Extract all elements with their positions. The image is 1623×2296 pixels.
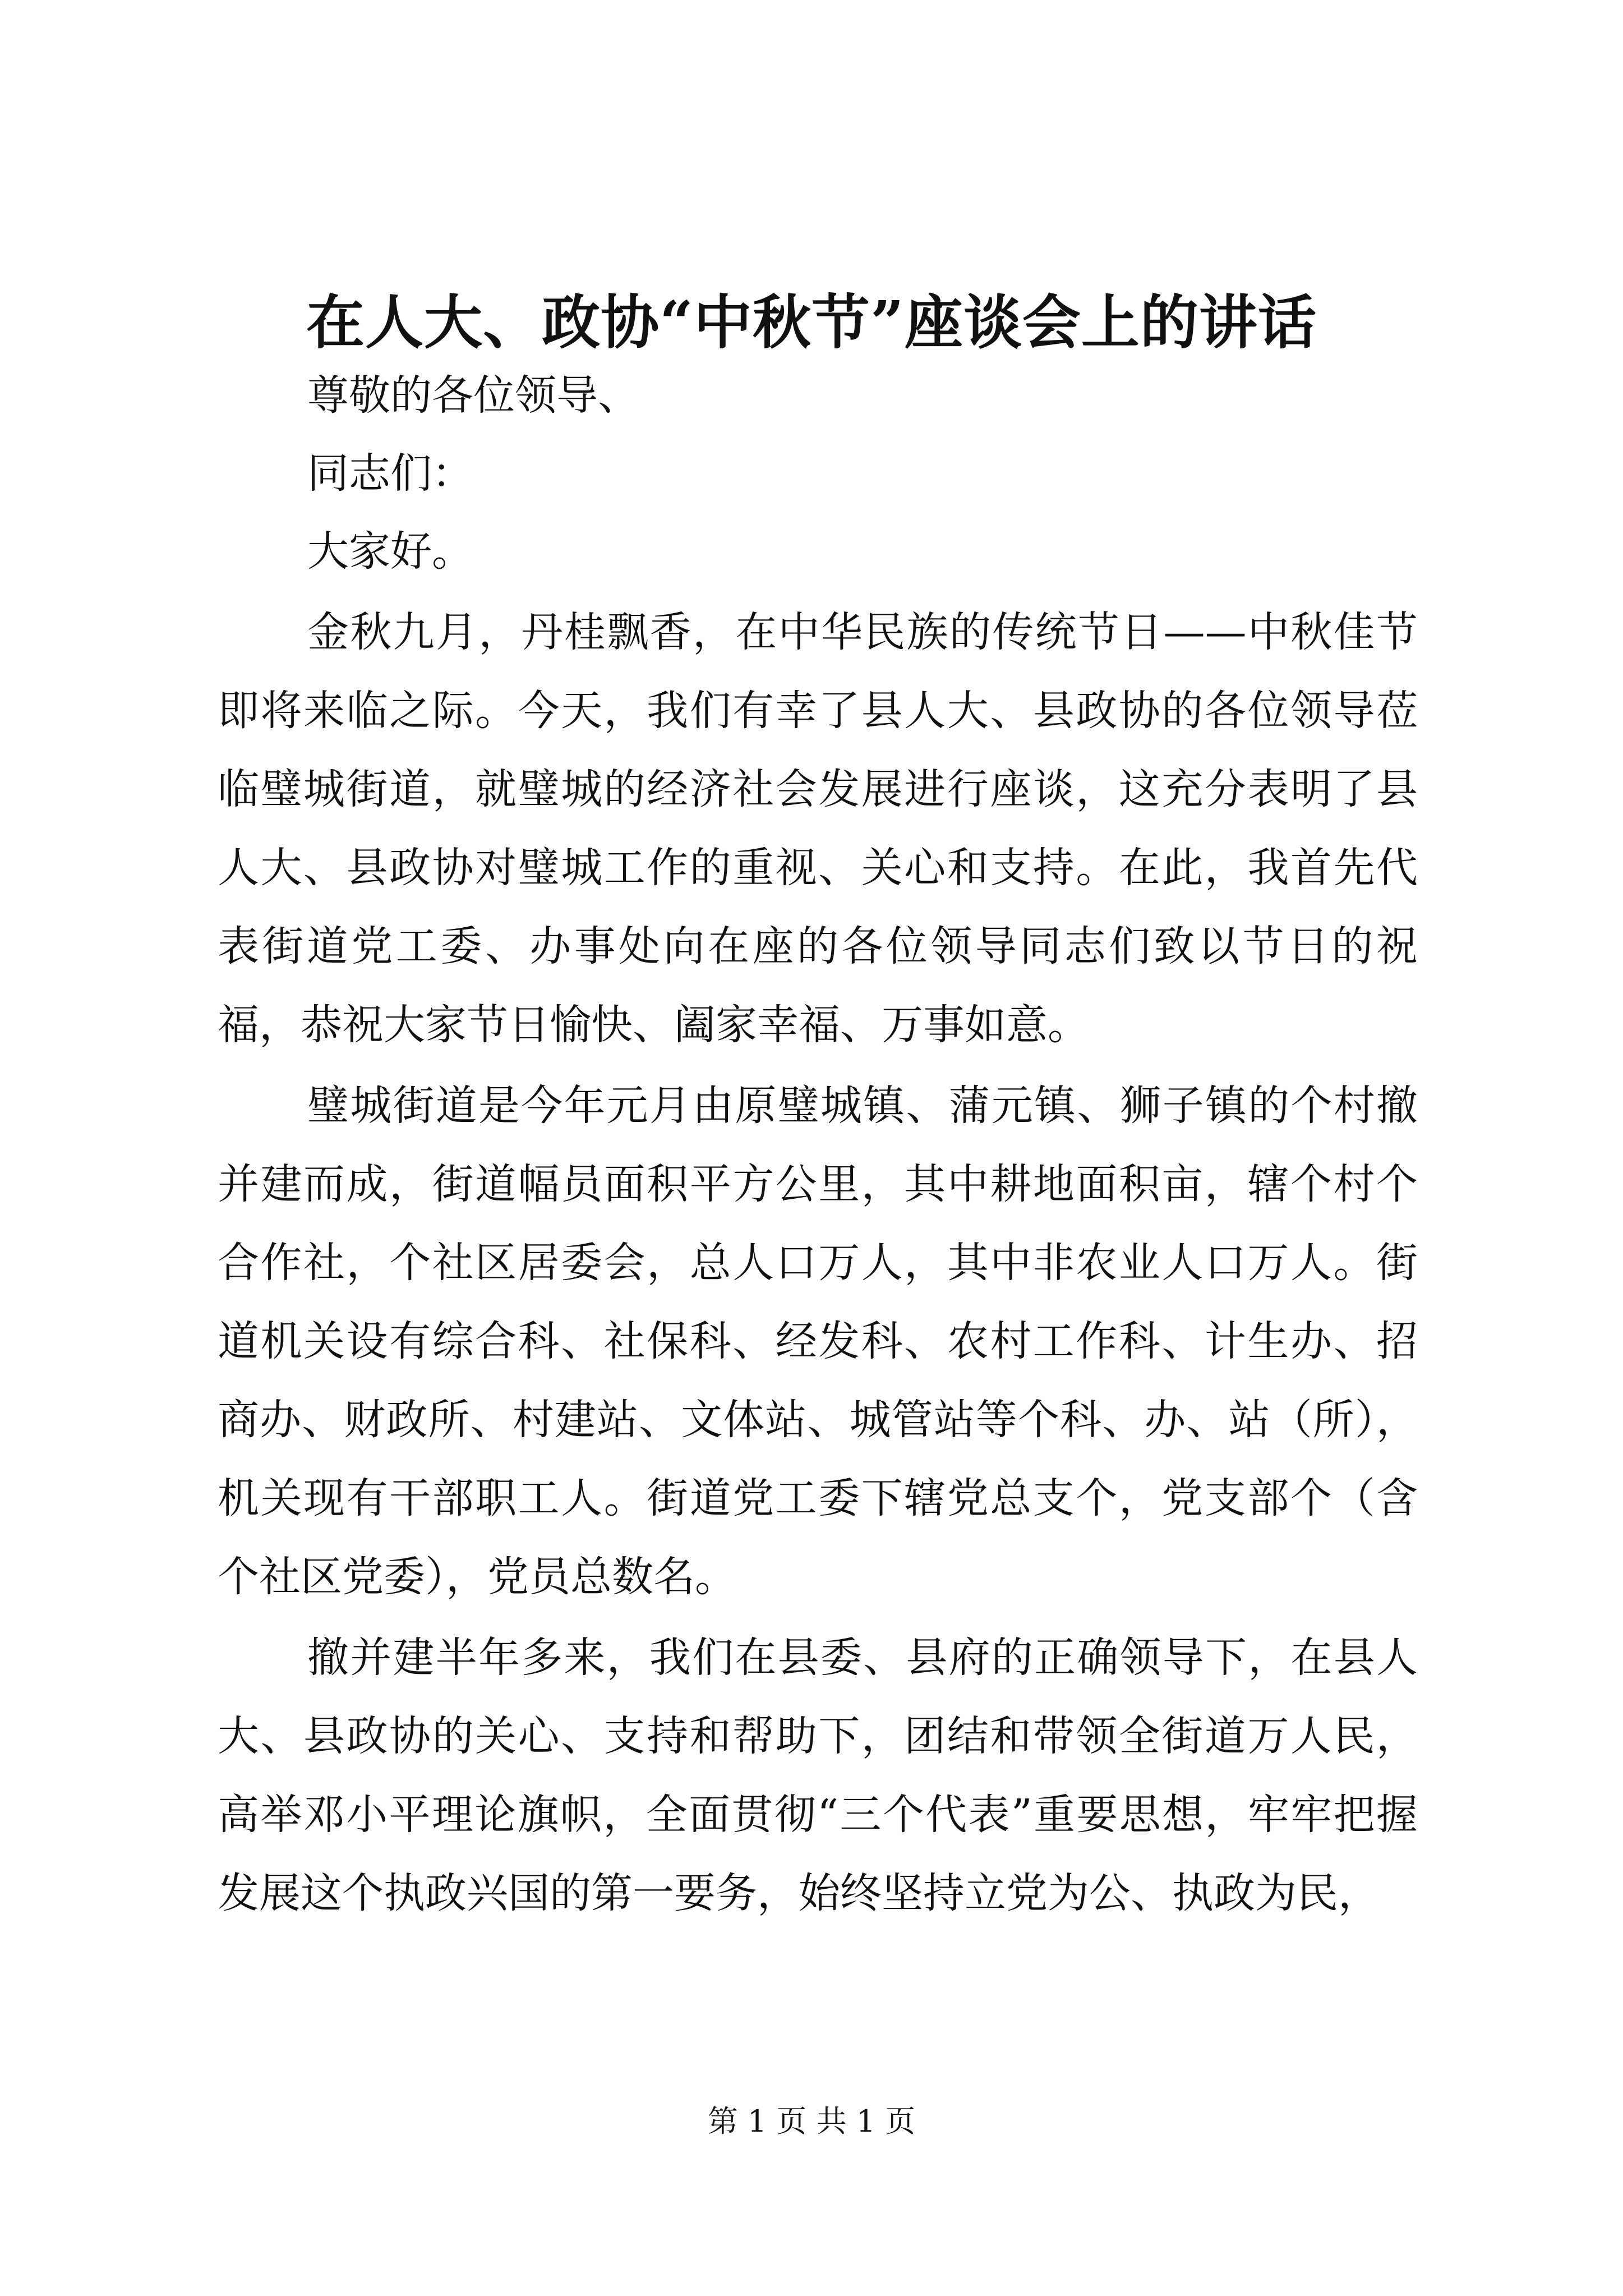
salutation-line: 尊敬的各位领导、 xyxy=(307,371,639,420)
salutation-line: 同志们： xyxy=(307,449,473,498)
body-paragraph: 撤并建半年多来，我们在县委、县府的正确领导下，在县人大、县政协的关心、支持和帮助下，团结和带领全街道万人民，高举邓小平理论旗帜，全面贯彻“三个代表”重要思想，牢牢把握发展这个执政兴国的第一要务，始终坚持立党为公、执政为民， xyxy=(218,1634,1418,1917)
document-title: 在人大、政协“中秋节”座谈会上的讲话 xyxy=(306,288,1317,357)
page-number-footer: 第 1 页 共 1 页 xyxy=(707,2104,916,2139)
body-paragraph: 璧城街道是今年元月由原璧城镇、蒲元镇、狮子镇的个村撤并建而成，街道幅员面积平方公里，其中耕地面积亩，辖个村个合作社，个社区居委会，总人口万人，其中非农业人口万人。街道机关设有综合科、社保科、经发科、农村工作科、计生办、招商办、财政所、村建站、文体站、城管站等个科、办、站（所），机关现有干部职工人。街道党工委下辖党总支个，党支部个（含个社区党委），党员总数名。 xyxy=(218,1082,1418,1601)
document-body xyxy=(218,357,1418,1932)
greeting-line: 大家好。 xyxy=(307,527,473,576)
body-paragraph: 金秋九月，丹桂飘香，在中华民族的传统节日——中秋佳节即将来临之际。今天，我们有幸了县人大、县政协的各位领导莅临璧城街道，就璧城的经济社会发展进行座谈，这充分表明了县人大、县政协对璧城工作的重视、关心和支持。在此，我首先代表街道党工委、办事处向在座的各位领导同志们致以节日的祝福，恭祝大家节日愉快、阖家幸福、万事如意。 xyxy=(218,608,1418,1049)
